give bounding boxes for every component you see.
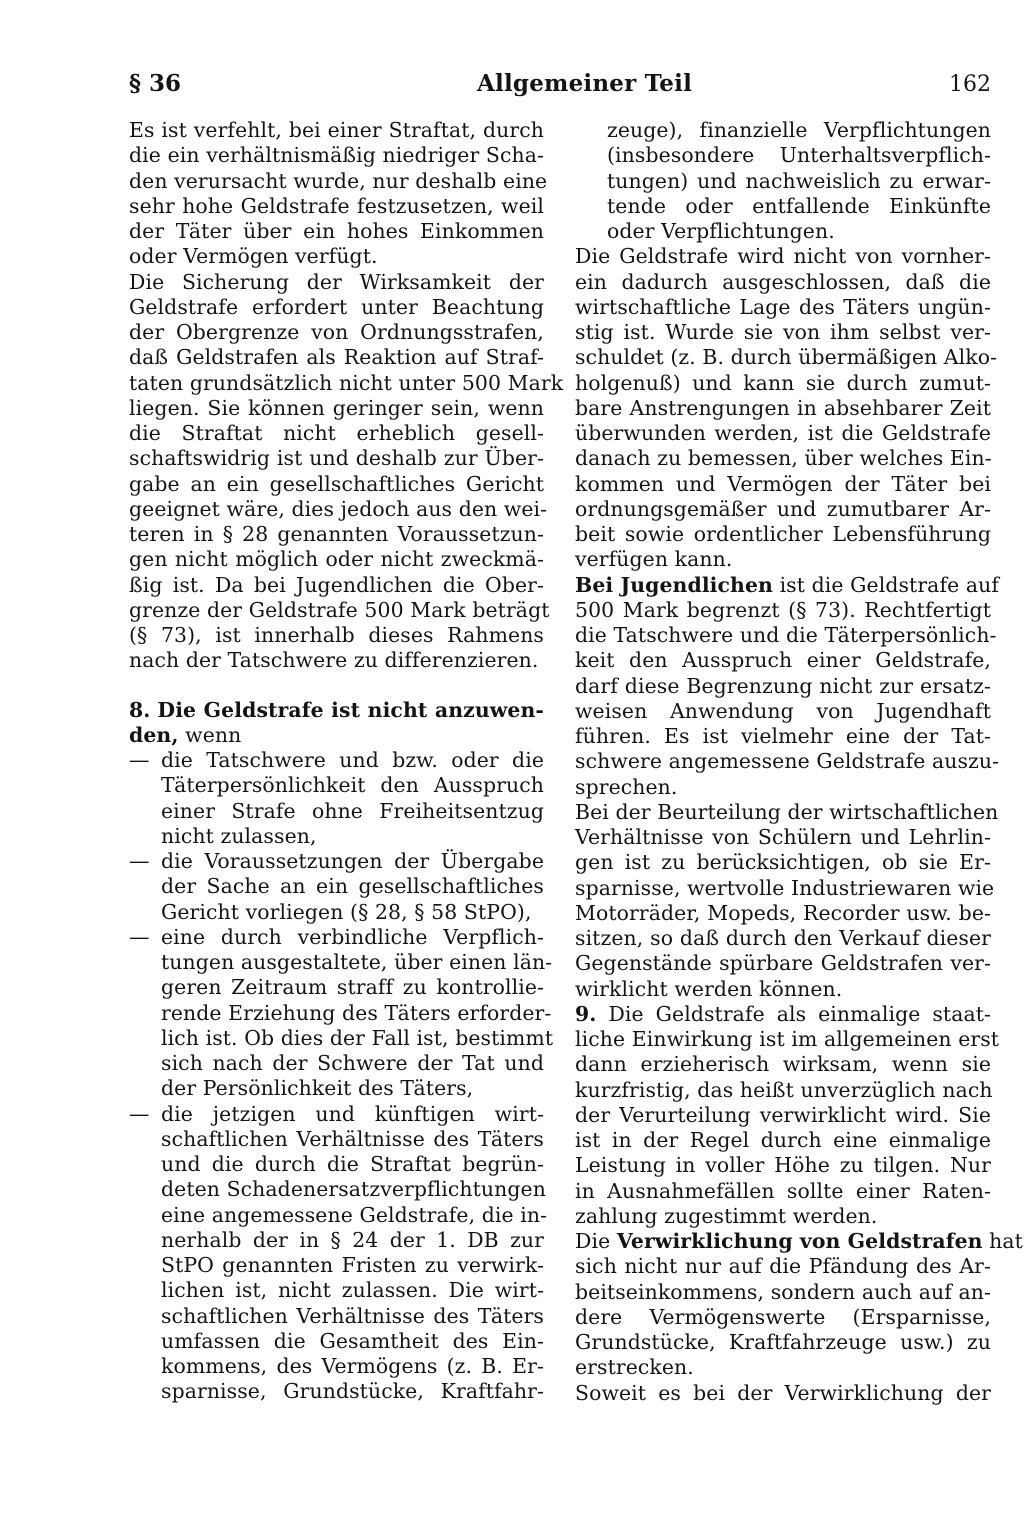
- text-line: 500 Mark begrenzt (§ 73). Rechtfertigt: [575, 597, 991, 622]
- text-line: und die durch die Straftat begrün-: [161, 1152, 544, 1176]
- text-line: dere Vermögenswerte (Ersparnisse,: [575, 1304, 991, 1329]
- text-line: die ein verhältnismäßig niedriger Scha-: [129, 143, 544, 168]
- text-line: nerhalb der in § 24 der 1. DB zur: [161, 1227, 544, 1252]
- text-line: Die Verwirklichung von Geldstrafen hat: [575, 1229, 1023, 1253]
- item-8-heading-cont: den, wenn: [129, 722, 242, 747]
- text-line: sprechen.: [575, 774, 678, 799]
- bold-lead: Bei Jugendlichen: [575, 572, 773, 597]
- dash-marker: —: [129, 924, 150, 949]
- text-line: Verhältnisse von Schülern und Lehrlin-: [575, 825, 991, 849]
- text-line: grenze der Geldstrafe 500 Mark beträgt: [129, 597, 550, 622]
- text-line: kommens, des Vermögens (z. B. Er-: [161, 1354, 544, 1378]
- text-line: Motorräder, Mopeds, Recorder usw. be-: [575, 900, 991, 925]
- list-item: [129, 849, 544, 925]
- text-line: kommen und Vermögen der Täter bei: [575, 471, 991, 496]
- text-line: erstrecken.: [575, 1355, 694, 1380]
- text-line: Leistung in voller Höhe zu tilgen. Nur: [575, 1153, 991, 1178]
- text-line: — die jetzigen und künftigen wirt-: [129, 1101, 544, 1126]
- text-line: beitseinkommens, sondern auch auf an-: [575, 1279, 991, 1304]
- text-line: ordnungsgemäßer und zumutbarer Ar-: [575, 496, 991, 521]
- text-line: daß Geldstrafen als Reaktion auf Straf-: [129, 345, 544, 370]
- text-line: beit sowie ordentlicher Lebensführung: [575, 522, 991, 546]
- text-line: 9. Die Geldstrafe als einmalige staat-: [575, 1001, 991, 1026]
- text-line: rende Erziehung des Täters erforder-: [161, 1000, 552, 1025]
- text-line: — die Voraussetzungen der Übergabe: [129, 849, 544, 873]
- text-line: holgenuß) und kann sie durch zumut-: [575, 370, 991, 395]
- text-line: ein dadurch ausgeschlossen, daß die: [575, 269, 991, 294]
- text-line: in Ausnahmefällen sollte einer Raten-: [575, 1178, 991, 1203]
- text-line: Bei Jugendlichen ist die Geldstrafe auf: [575, 572, 999, 597]
- text-line: Es ist verfehlt, bei einer Straftat, durch: [129, 118, 544, 142]
- text-line: liche Einwirkung ist im allgemeinen erst: [575, 1027, 1000, 1051]
- text-line: zeuge), finanzielle Verpflichtungen: [607, 118, 991, 142]
- paragraph-schueler: [575, 799, 999, 1002]
- text-line: weisen Anwendung von Jugendhaft: [575, 698, 991, 723]
- text-line: Täterpersönlichkeit den Ausspruch: [161, 773, 544, 798]
- text-line: der Täter über ein hohes Einkommen: [129, 219, 544, 243]
- item-8: [129, 697, 554, 1405]
- bullet-list: [129, 748, 554, 1405]
- text-line: der Sache an ein gesellschaftliches: [161, 874, 544, 899]
- text-line: Gegenstände spürbare Geldstrafen ver-: [575, 951, 991, 976]
- text-line: geren Zeitraum straff zu kontrollie-: [161, 975, 544, 1000]
- bold-phrase: Verwirklichung von Geldstrafen: [616, 1229, 983, 1253]
- text-line: darf diese Begrenzung nicht zur ersatz-: [575, 673, 991, 698]
- item-8-heading: [129, 698, 544, 723]
- text-line: sitzen, so daß durch den Verkauf dieser: [575, 926, 991, 950]
- text-line: schwere angemessene Geldstrafe auszu-: [575, 749, 1000, 774]
- item-9: [575, 1001, 1000, 1229]
- right-column: [575, 118, 1023, 1406]
- text-line: taten grundsätzlich nicht unter 500 Mark: [129, 370, 564, 395]
- text-line: der Obergrenze von Ordnungsstrafen,: [129, 320, 544, 344]
- page-header: [129, 70, 991, 104]
- paragraph-sicherung: [129, 269, 564, 674]
- text-line: sich nach der Schwere der Tat und: [161, 1051, 544, 1075]
- text-line: (§ 73), ist innerhalb dieses Rahmens: [129, 623, 544, 647]
- text-line: führen. Es ist vielmehr eine der Tat-: [575, 724, 991, 748]
- text-line: Die Geldstrafe wird nicht von vornher-: [575, 244, 991, 269]
- running-title: Allgemeiner Teil: [477, 70, 693, 97]
- text-line: teren in § 28 genannten Voraussetzun-: [129, 522, 544, 546]
- text-line: tungen) und nachweislich zu erwar-: [607, 168, 991, 193]
- text-line: gen nicht möglich oder nicht zweckmä-: [129, 547, 544, 572]
- text-line: die Straftat nicht erheblich gesell-: [129, 421, 544, 445]
- text-line: ßig ist. Da bei Jugendlichen die Ober-: [129, 572, 544, 597]
- bullet-continuation: [575, 118, 991, 244]
- text-line: geeignet wäre, dies jedoch aus den wei-: [129, 496, 548, 521]
- text-line: dann erzieherisch wirksam, wenn sie: [575, 1052, 991, 1077]
- section-number: § 36: [129, 70, 182, 97]
- dash-marker: —: [129, 849, 150, 873]
- text-line: StPO genannten Fristen zu verwirk-: [161, 1253, 544, 1277]
- text-line: schaftlichen Verhältnisse des Täters: [161, 1126, 544, 1151]
- text-line: schaftlichen Verhältnisse des Täters: [161, 1303, 544, 1328]
- paragraph-jugendliche: [575, 572, 1000, 800]
- text-line: deten Schadenersatzverpflichtungen: [161, 1177, 546, 1202]
- text-line: die Tatschwere und die Täterpersönlich-: [575, 623, 997, 647]
- text-line: sehr hohe Geldstrafe festzusetzen, weil: [129, 193, 544, 218]
- list-item: [129, 1101, 548, 1405]
- text-line: bare Anstrengungen in absehbarer Zeit: [575, 395, 991, 420]
- text-line: nicht zulassen,: [161, 823, 317, 848]
- page-number: 162: [949, 72, 991, 97]
- text-line: Grundstücke, Kraftfahrzeuge usw.) zu: [575, 1330, 991, 1354]
- text-line: (insbesondere Unterhaltsverpflich-: [607, 143, 991, 168]
- text-line: Gericht vorliegen (§ 28, § 58 StPO),: [161, 899, 532, 924]
- item-heading-text: Die Geldstrafe ist nicht anzuwen-: [157, 697, 544, 722]
- text-line: Bei der Beurteilung der wirtschaftlichen: [575, 799, 999, 824]
- left-column: [129, 118, 564, 1405]
- text-line: tungen ausgestaltete, über einen län-: [161, 950, 553, 974]
- text-line: der Verurteilung verwirklicht wird. Sie: [575, 1102, 991, 1127]
- item-number: 8.: [129, 697, 151, 722]
- text-line: der Persönlichkeit des Täters,: [161, 1076, 474, 1101]
- text-line: gen ist zu berücksichtigen, ob sie Er-: [575, 850, 991, 875]
- text-line: schuldet (z. B. durch übermäßigen Alko-: [575, 345, 998, 370]
- text-line: gabe an ein gesellschaftliches Gericht: [129, 471, 544, 496]
- text-line: wirtschaftliche Lage des Täters ungün-: [575, 294, 991, 319]
- text-line: Geldstrafe erfordert unter Beachtung: [129, 294, 544, 319]
- text-line: überwunden werden, ist die Geldstrafe: [575, 421, 991, 445]
- text-line: umfassen die Gesamtheit des Ein-: [161, 1328, 544, 1353]
- text-line: eine angemessene Geldstrafe, die in-: [161, 1202, 548, 1227]
- text-line: Die Sicherung der Wirksamkeit der: [129, 269, 544, 294]
- text-line: keit den Ausspruch einer Geldstrafe,: [575, 648, 991, 673]
- item-number: 9.: [575, 1001, 597, 1026]
- paragraph-lage: [575, 244, 998, 572]
- text-line: nach der Tatschwere zu differenzieren.: [129, 648, 539, 673]
- text-line: zahlung zugestimmt werden.: [575, 1203, 878, 1228]
- dash-marker: —: [129, 1101, 150, 1126]
- text-line: sparnisse, wertvolle Industriewaren wie: [575, 875, 995, 900]
- text-line: — die Tatschwere und bzw. oder die: [129, 748, 544, 772]
- text-line: den verursacht wurde, nur deshalb eine: [129, 168, 548, 193]
- text-line: sich nicht nur auf die Pfändung des Ar-: [575, 1254, 991, 1279]
- text-line: stig ist. Wurde sie von ihm selbst ver-: [575, 320, 991, 344]
- list-item: [129, 924, 554, 1102]
- text-line: lich ist. Ob dies der Fall ist, bestimmt: [161, 1025, 554, 1050]
- dash-marker: —: [129, 748, 150, 772]
- paragraph-intro: [129, 118, 548, 270]
- text-line: oder Vermögen verfügt.: [129, 244, 378, 269]
- paragraph-verwirklichung: [575, 1229, 1023, 1381]
- text-line: kurzfristig, das heißt unverzüglich nach: [575, 1077, 993, 1102]
- text-line: verfügen kann.: [575, 547, 733, 572]
- text-line: lichen ist, nicht zulassen. Die wirt-: [161, 1278, 544, 1303]
- text-line: liegen. Sie können geringer sein, wenn: [129, 395, 544, 420]
- text-line: ist in der Regel durch eine einmalige: [575, 1128, 991, 1152]
- text-line: Soweit es bei der Verwirklichung der: [575, 1380, 991, 1405]
- text-line: tende oder entfallende Einkünfte: [607, 193, 991, 218]
- text-line: schaftswidrig ist und deshalb zur Über-: [129, 446, 544, 471]
- text-line: danach zu bemessen, über welches Ein-: [575, 446, 992, 471]
- text-line: wirklicht werden können.: [575, 976, 843, 1001]
- text-line: oder Verpflichtungen.: [607, 219, 835, 243]
- text-line: einer Strafe ohne Freiheitsentzug: [161, 798, 544, 823]
- text-line: — eine durch verbindliche Verpflich-: [129, 924, 544, 949]
- list-item: [129, 748, 544, 849]
- text-line: sparnisse, Grundstücke, Kraftfahr-: [161, 1379, 544, 1404]
- paragraph-soweit: [575, 1381, 991, 1406]
